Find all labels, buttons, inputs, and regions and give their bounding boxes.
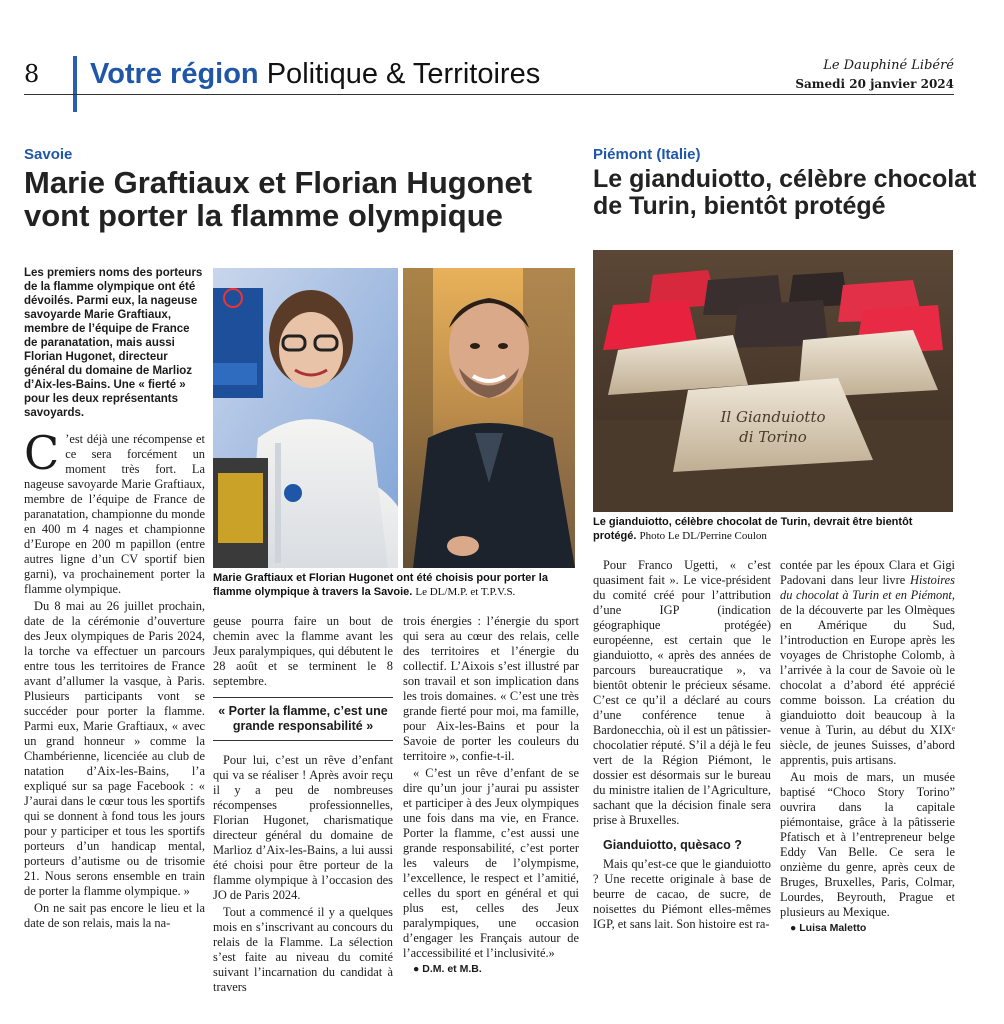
article1-pull-quote: « Porter la flamme, c’est une grande responsabilité »	[213, 697, 393, 741]
article1-caption-text: Marie Graftiaux et Florian Hugonet ont été choisis pour porter la flamme olympique à travers la Savoie.	[213, 572, 548, 598]
section-title	[90, 58, 540, 91]
article1-col2-paragraph1: geuse pourra faire un bout de chemin avec la flamme avant les Jeux paralympiques, qui débutent le 28 août et se terminent le 8 septembre.	[213, 614, 393, 688]
article2-column2	[780, 558, 955, 937]
article1-headline-line1: Marie Graftiaux et Florian Hugonet	[24, 165, 533, 200]
article2-photo-caption	[593, 516, 958, 544]
article1-paragraph1-text: ’est déjà une récompense et ce sera forcément un moment très fort. La nageuse savoyarde Marie Graftiaux, membre de l’équipe de France de paranatation, championne du monde en 400 m 4 nages et championne d’Europe en 200 m papillon (entre autres ligne d’un CV sportif bien garni), va prochainement porter la flamme olympique.	[24, 432, 205, 597]
article1-paragraph2: Du 8 mai au 26 juillet prochain, date de la cérémonie d’ouverture des Jeux olympiques de Paris 2024, la torche va effectuer un parcours entre tous les territoires de France avant d’allumer la vasque, à Paris. Plusieurs participants vont se succéder pour porter la flamme. Parmi eux, Marie Graftiaux, « avec un grand honneur » comme la Chambérienne, licenciée au club de natation d’Aix-les-Bains, l’a expliqué sur sa page Facebook : « J’aurai dans le cœur tous les sportifs qui se donnent à fond tous les jours pour y participer et tous les sportifs porteurs d’un handicap mental, porteurs d’autisme ou de trisomie 21. Nous serons ensemble en train de porter la flamme olympique. »	[24, 599, 205, 899]
header-accent-bar	[73, 56, 77, 112]
page-number: 8	[24, 60, 40, 88]
article1-column2	[213, 614, 393, 997]
photo-gianduiotto	[593, 250, 953, 512]
article1-dropcap: C	[24, 426, 60, 481]
article2-paragraph1: Pour Franco Ugetti, « c’est quasiment fait ». Le vice-président du comité créé pour l’attribution d’une IGP (indication géographique protégée) européenne, est certain que le gianduiotto, « après des années de parcours bureaucratique », va bientôt obtenir le précieux sésame. C’est ce qu’il a déclaré au cours d’une conférence tenue à Bardonecchia, où il est un pâtissier-chocolatier réputé. S’il a déjà le feu vert de la Région Piémont, le dossier est désormais sur le bureau du ministre italien de l’Agriculture, sachant que la décision finale sera prise à Bruxelles.	[593, 558, 771, 827]
article2-headline-line1: Le gianduiotto, célèbre chocolat	[593, 165, 977, 193]
article1-col3-paragraph2: « C’est un rêve d’enfant de se dire qu’un jour j’aurai pu assister et participer à des Jeux olympiques une fois dans ma vie, en France. Porter la flamme, c’est aussi une grande responsabilité, c’est porter les valeurs de l’olympisme, l’excellence, le respect et l’amitié, celles du sport en général et qui plus est, celles des Jeux paralympiques, une occasion d’engager les Français autour de l’accessibilité et l’inclusivité.»	[403, 766, 579, 960]
section-name: Votre région	[90, 58, 259, 90]
article1-caption-credit: Le DL/M.P. et T.P.V.S.	[415, 585, 516, 598]
article2-col2-text-a: contée par les époux Clara et Gigi Padovani dans leur livre	[780, 558, 955, 587]
article2-col2-paragraph2: Au mois de mars, un musée baptisé “Choco Story Torino” ouvrira dans la capitale piémontaise, grâce à la pâtisserie Pfatisch et à l’entrepreneur belge Eddy Van Belle. Ce sera le onzième du genre, après ceux de Bruges, Bruxelles, Paris, Colmar, Lourdes, Beyrouth, Prague et plusieurs au Mexique.	[780, 770, 955, 919]
issue-date: Samedi 20 janvier 2024	[795, 77, 954, 91]
article2-col2-paragraph1	[780, 558, 955, 768]
article2-paragraph2: Mais qu’est-ce que le gianduiotto ? Une recette originale à base de beurre de cacao, de sucre, de noisettes du Piémont elles-mêmes IGP, et sans lait. Son histoire est ra-	[593, 857, 771, 932]
article2-subhead: Gianduiotto, quèsaco ?	[603, 838, 742, 852]
article1-signature: ● D.M. et M.B.	[413, 963, 482, 975]
article1-col2-paragraph3: Tout a commencé il y a quelques mois en s’inscrivant au concours du relais de la Flamme. La sélection s’est faite au niveau du comité suivant l’incarnation du candidat à travers	[213, 905, 393, 994]
article2-column1	[593, 558, 771, 934]
newspaper-name: Le Dauphiné Libéré	[823, 58, 954, 73]
photo-florian-hugonet-image	[403, 268, 575, 568]
subsection-name: Politique & Territoires	[266, 58, 541, 90]
article1-column3	[403, 614, 579, 978]
article2-caption-text: Le gianduiotto, célèbre chocolat de Turin, devrait être bientôt protégé.	[593, 516, 913, 542]
photo-marie-graftiaux	[213, 268, 398, 568]
article2-kicker: Piémont (Italie)	[593, 146, 701, 163]
header-rule	[24, 94, 954, 95]
article1-paragraph3: On ne sait pas encore le lieu et la date de son relais, mais la na-	[24, 901, 205, 931]
article1-headline	[24, 166, 584, 233]
photo-florian-hugonet	[403, 268, 575, 568]
photo-gianduiotto-image	[593, 250, 953, 512]
article2-caption-credit: Photo Le DL/Perrine Coulon	[639, 529, 767, 542]
article1-headline-line2: vont porter la flamme olympique	[24, 198, 503, 234]
article2-headline-line2: de Turin, bientôt protégé	[593, 192, 886, 220]
article2-headline	[593, 165, 977, 220]
photo-marie-graftiaux-image	[213, 268, 398, 568]
photo-wrapper-text-line1: Il Gianduiotto	[720, 408, 826, 426]
article1-column1	[24, 266, 205, 933]
article1-col3-paragraph1: trois énergies : l’énergie du sport qui sera au cœur des relais, celle des territoires et l’énergie du collectif. L’Aixois s’est illustré par son travail et son implication dans les trois domaines. « C’est une très grande fierté pour moi, ma famille, pour Aix-les-Bains et pour la Savoie de porter les couleurs du territoire », confie-t-il.	[403, 614, 579, 763]
photo-wrapper-text-line2: di Torino	[739, 428, 807, 446]
article2-book-title: Histoires du chocolat à Turin et en Piémont	[780, 573, 955, 602]
article1-chapo: Les premiers noms des porteurs de la flamme olympique ont été dévoilés. Parmi eux, la nageuse savoyarde Marie Graftiaux, membre de l’équipe de France de paranatation, mais aussi Florian Hugonet, directeur général du domaine de Marlioz d’Aix-les-Bains. Une « fierté » pour les deux représentants savoyards.	[24, 267, 203, 420]
article1-kicker: Savoie	[24, 146, 73, 163]
article2-signature: ● Luisa Maletto	[790, 922, 867, 934]
article2-col2-text-b: , de la découverte par les Olmèques en Amérique du Sud, l’introduction en Europe après les voyages de Christophe Colomb, à l’arrivée à la cour de Savoie où le chocolat a d’abord été apprécié comme boisson. La création du gianduiotto doit beaucoup à la venue à Turin, au début du XIXᵉ siècle, de jeunes Suisses, d’abord apprentis, puis artisans.	[780, 588, 955, 767]
article1-col2-paragraph2: Pour lui, c’est un rêve d’enfant qui va se réaliser ! Après avoir reçu il y a peu de nombreuses récompenses professionnelles, Florian Hugonet, charismatique directeur général du domaine de Marlioz d’Aix-les-Bains, a lui aussi été choisi pour être porteur de la flamme olympique à l’occasion des JO de Paris 2024.	[213, 753, 393, 902]
article1-paragraph1	[24, 426, 205, 597]
article1-photo-caption	[213, 572, 578, 600]
